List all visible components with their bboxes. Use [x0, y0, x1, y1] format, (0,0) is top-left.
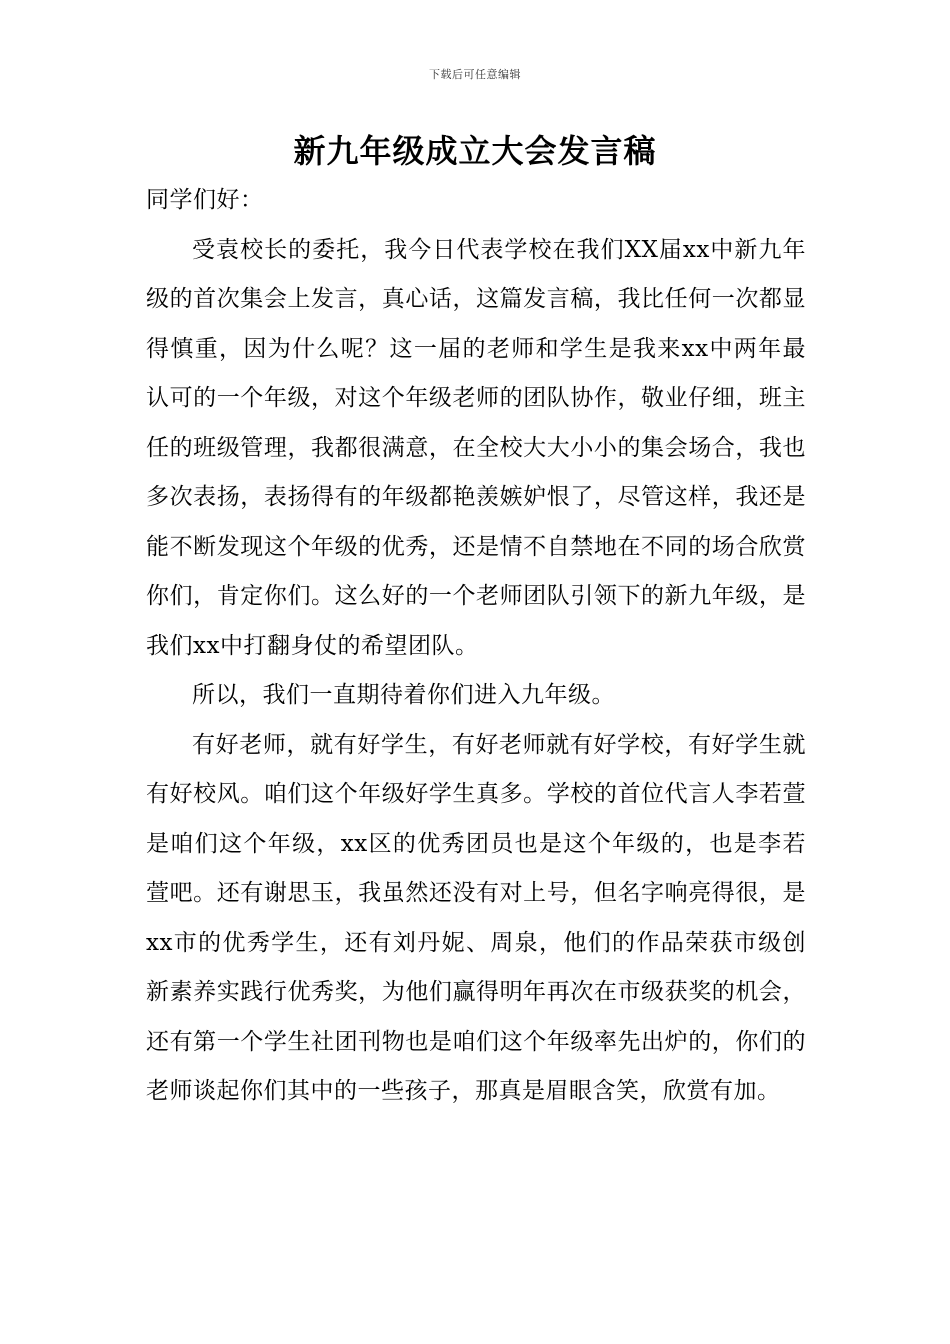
paragraph-2: 所以，我们一直期待着你们进入九年级。 [192, 682, 615, 708]
document-body [146, 176, 806, 1117]
header-note: 下载后可任意编辑 [429, 68, 521, 81]
paragraph-3: 有好老师，就有好学生，有好老师就有好学校，有好学生就有好校风。咱们这个年级好学生真多。学校的首位代言人李若萱是咱们这个年级，xx区的优秀团员也是这个年级的，也是李若萱吧。还有谢思玉，我虽然还没有对上号，但名字响亮得很，是xx市的优秀学生，还有刘丹妮、周泉，他们的作品荣获市级创新素养实践行优秀奖，为他们赢得明年再次在市级获奖的机会，还有第一个学生社团刊物也是咱们这个年级率先出炉的，你们的老师谈起你们其中的一些孩子，那真是眉眼含笑，欣赏有加。 [146, 731, 806, 1104]
greeting: 同学们好： [146, 187, 264, 213]
paragraph-1: 受袁校长的委托，我今日代表学校在我们XX届xx中新九年级的首次集会上发言，真心话，这篇发言稿，我比任何一次都显得慎重，因为什么呢？这一届的老师和学生是我来xx中两年最认可的一个年级，对这个年级老师的团队协作，敬业仔细，班主任的班级管理，我都很满意，在全校大大小小的集会场合，我也多次表扬，表扬得有的年级都艳羡嫉妒恨了，尽管这样，我还是能不断发现这个年级的优秀，还是情不自禁地在不同的场合欣赏你们，肯定你们。这么好的一个老师团队引领下的新九年级，是我们xx中打翻身仗的希望团队。 [146, 236, 806, 659]
page-title: 新九年级成立大会发言稿 [293, 132, 657, 170]
